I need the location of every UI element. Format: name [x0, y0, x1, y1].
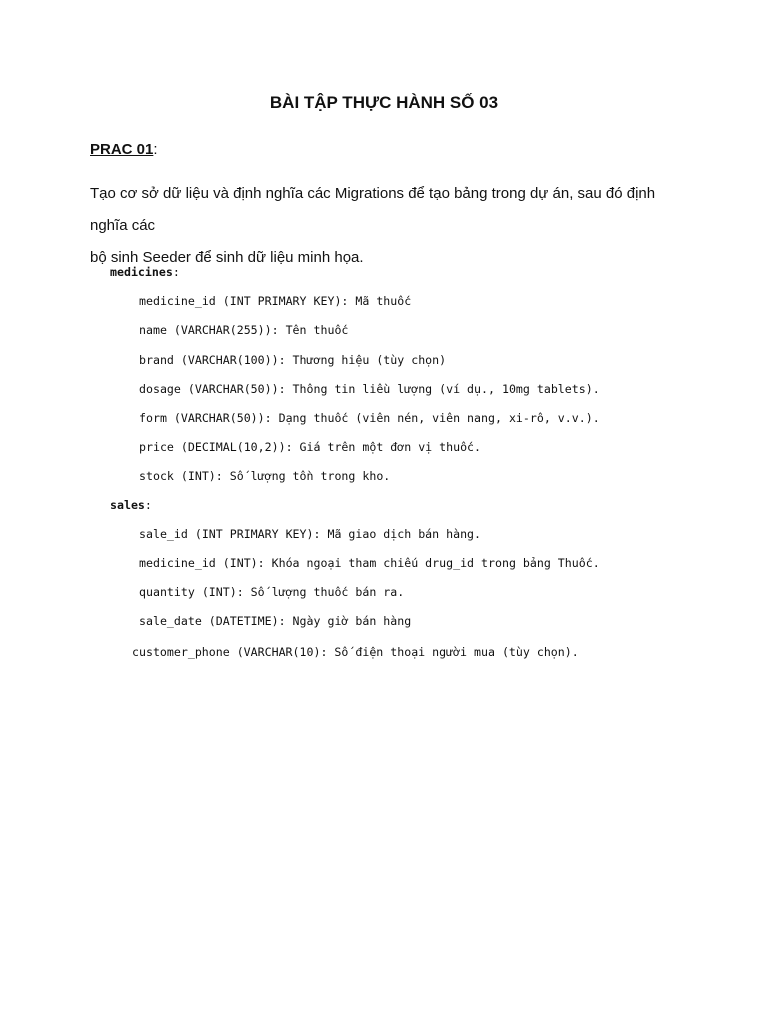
- table-heading-medicines: [110, 262, 180, 282]
- table-name-suffix: :: [172, 265, 180, 279]
- field-line: stock (INT): Số lượng tồn trong kho.: [139, 469, 391, 483]
- section-label: PRAC 01: [90, 141, 154, 158]
- field-line: dosage (VARCHAR(50)): Thông tin liều lượng (ví dụ., 10mg tablets).: [139, 382, 600, 396]
- section-label-suffix: :: [153, 141, 158, 158]
- field-line: sale_id (INT PRIMARY KEY): Mã giao dịch bán hàng.: [139, 527, 482, 541]
- field-line: medicine_id (INT PRIMARY KEY): Mã thuốc: [139, 294, 412, 308]
- table-name: medicines: [110, 265, 173, 279]
- intro-paragraph: [90, 178, 690, 274]
- table-name-suffix: :: [144, 498, 152, 512]
- table-name: sales: [110, 498, 145, 512]
- field-line: sale_date (DATETIME): Ngày giờ bán hàng: [139, 614, 412, 628]
- field-line: customer_phone (VARCHAR(10): Số điện thoại người mua (tùy chọn).: [132, 645, 579, 659]
- table-heading-sales: [110, 495, 152, 515]
- field-line: brand (VARCHAR(100)): Thương hiệu (tùy chọn): [139, 353, 447, 367]
- section-heading: [90, 141, 158, 158]
- field-line: quantity (INT): Số lượng thuốc bán ra.: [139, 585, 405, 599]
- intro-line-1: Tạo cơ sở dữ liệu và định nghĩa các Migrations để tạo bảng trong dự án, sau đó định nghĩa các: [90, 185, 656, 234]
- intro-line-2: bộ sinh Seeder để sinh dữ liệu minh họa.: [90, 249, 364, 266]
- field-line: form (VARCHAR(50)): Dạng thuốc (viên nén, viên nang, xi-rô, v.v.).: [139, 411, 600, 425]
- field-line: price (DECIMAL(10,2)): Giá trên một đơn vị thuốc.: [139, 440, 482, 454]
- document-title: BÀI TẬP THỰC HÀNH SỐ 03: [269, 93, 499, 112]
- field-line: name (VARCHAR(255)): Tên thuốc: [139, 323, 349, 337]
- field-line: medicine_id (INT): Khóa ngoại tham chiếu drug_id trong bảng Thuốc.: [139, 556, 600, 570]
